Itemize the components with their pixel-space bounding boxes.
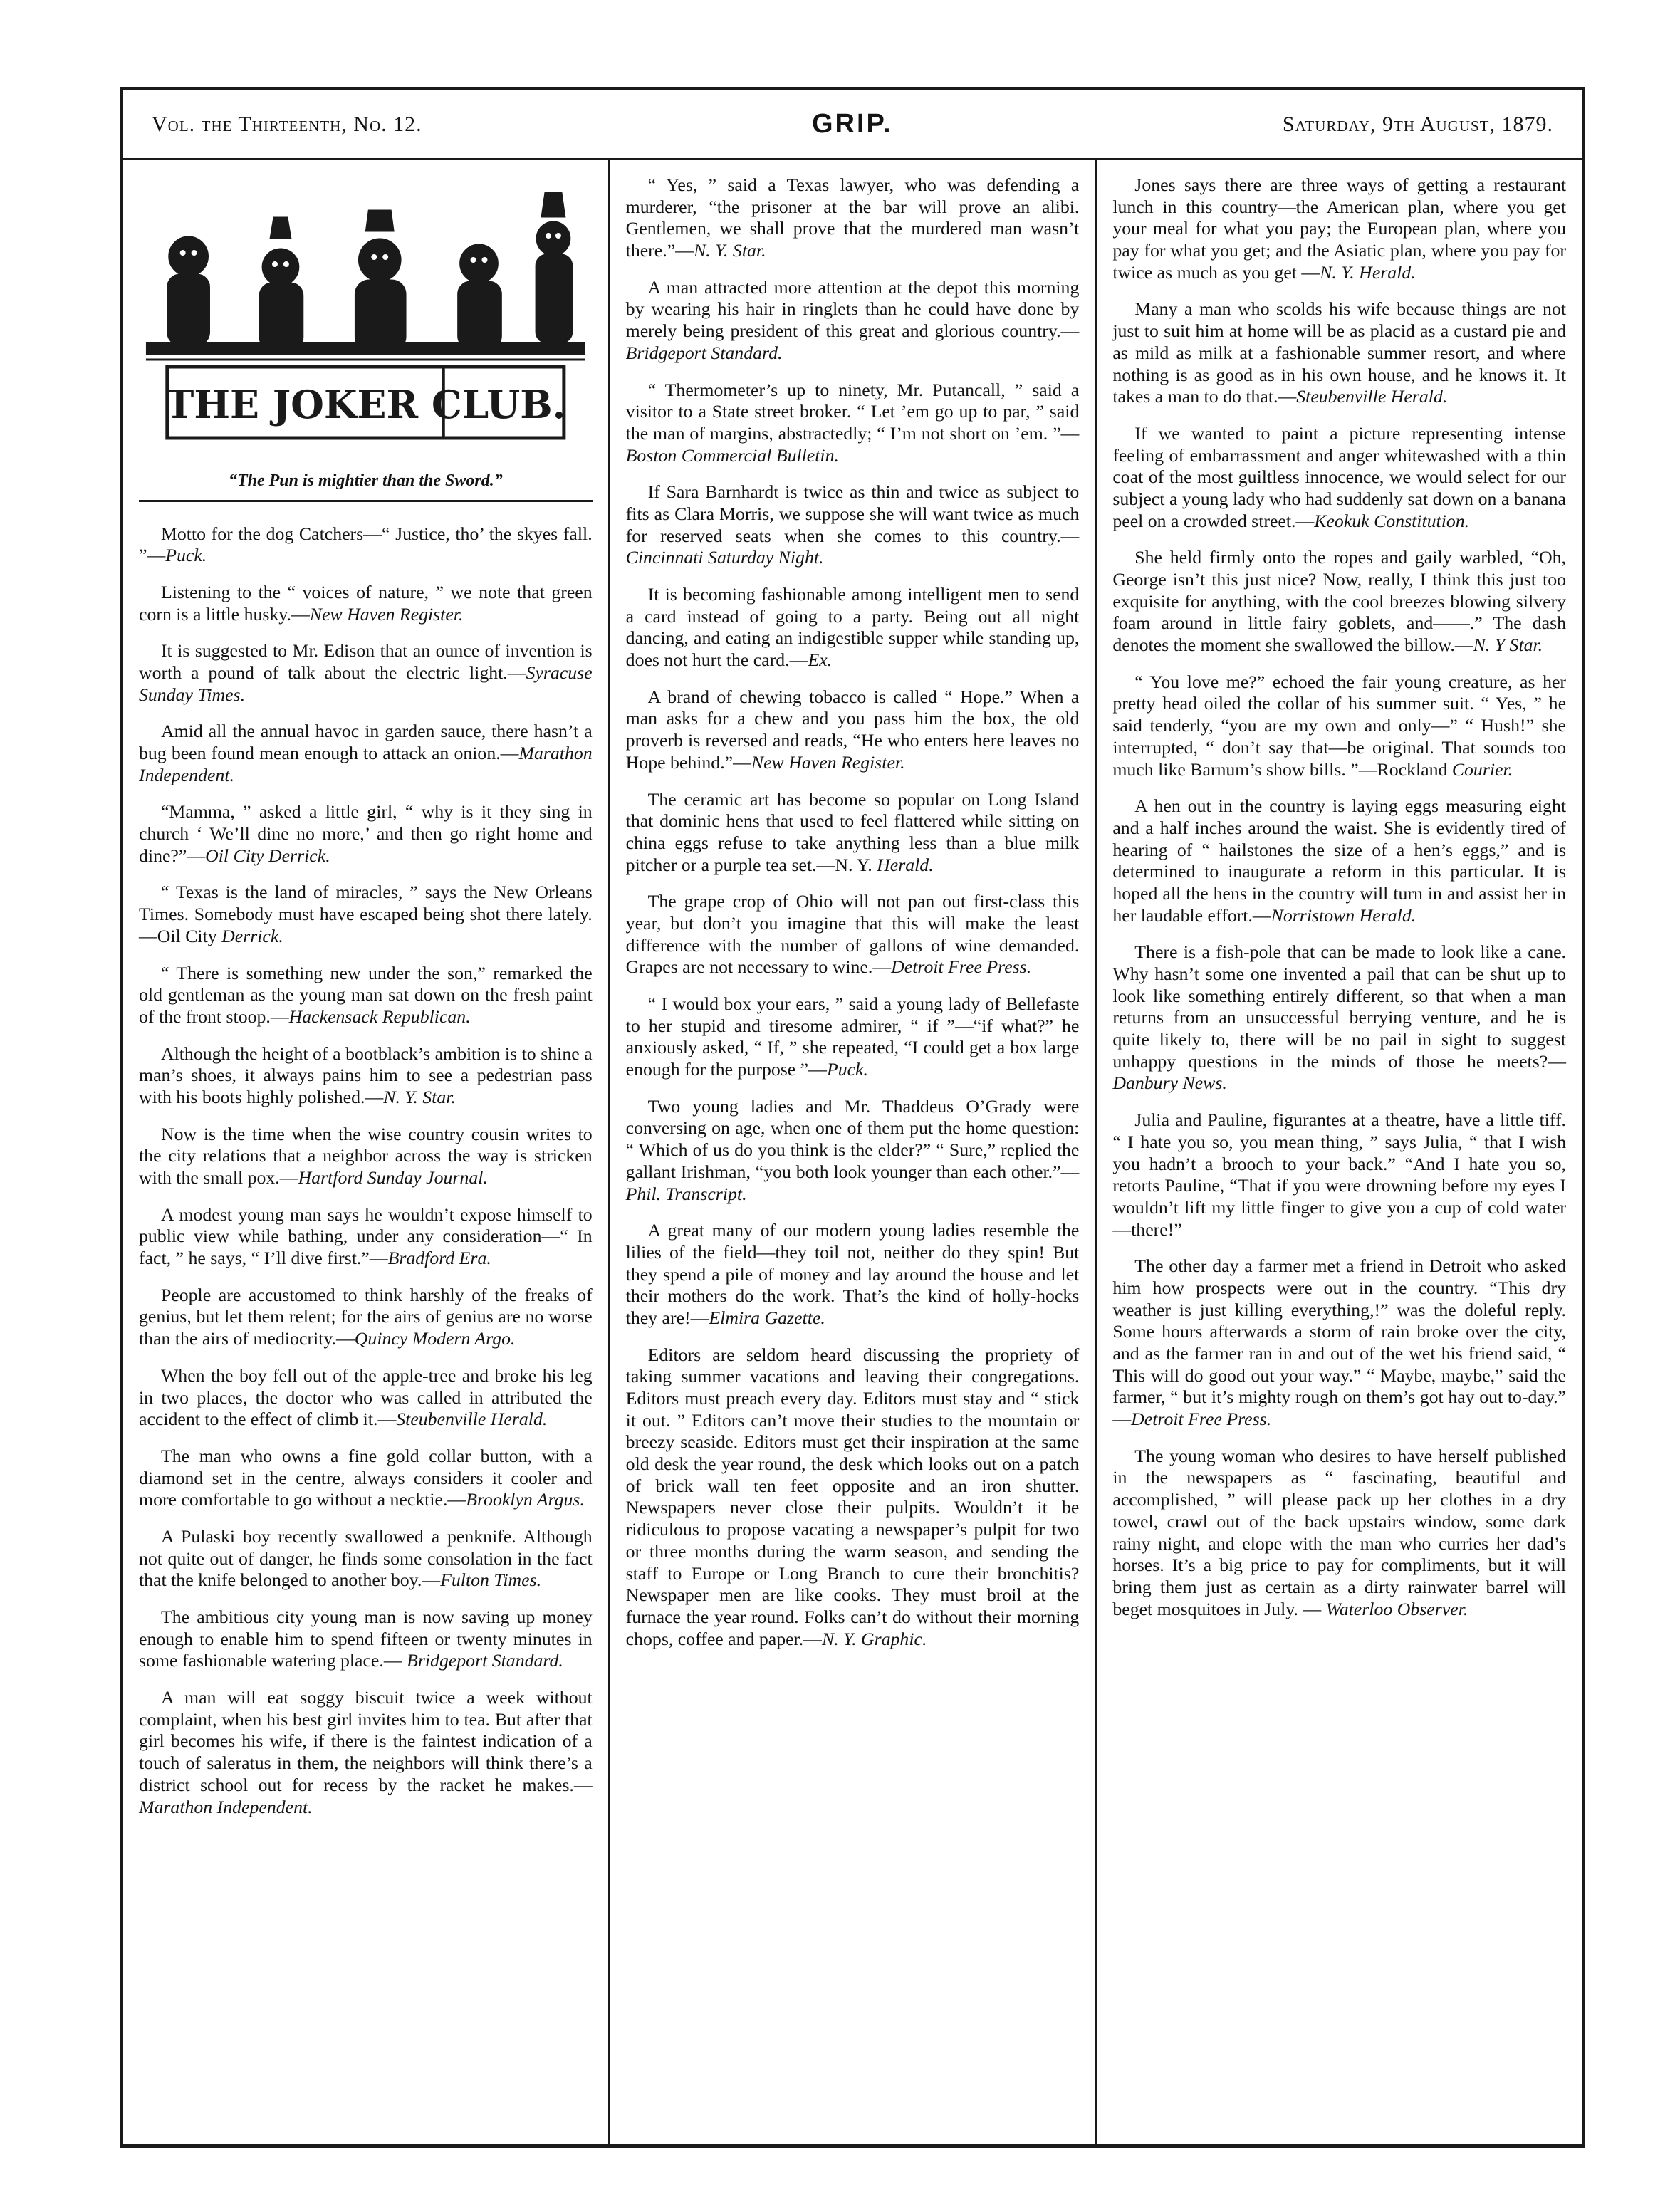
article-source: Bridgeport Standard.	[407, 1650, 563, 1671]
article-paragraph	[139, 1526, 593, 1592]
figure-1-head	[169, 236, 209, 276]
article-paragraph	[1112, 1446, 1566, 1621]
article-text: Two young ladies and Mr. Thaddeus O’Grady were conversing on age, when one of them put the home question: “ Which of us do you think is the elder?” “ Sure,” replied the gallant Irishman, “you both look younger than each other.”—	[625, 1095, 1080, 1182]
article-source: Syracuse Sunday Times.	[139, 662, 593, 705]
article-source: Oil City Derrick.	[205, 845, 330, 866]
article-paragraph	[626, 584, 1080, 672]
article-text: “ I would box your ears, ” said a young lady of Bellefaste to her stupid and tiresome admirer, “ if ”—“if what?” he anxiously asked, “ If, ” she repeated, “I could get a box large enough for the purpose ”—	[625, 993, 1080, 1080]
article-text: “ Texas is the land of miracles, ” says the New Orleans Times. Somebody must have escaped being shot there lately.—Oil City	[139, 882, 593, 946]
issue-date: Saturday, 9th August, 1879.	[1282, 112, 1553, 136]
article-source: N. Y. Star.	[383, 1086, 456, 1107]
article-source: Quincy Modern Argo.	[354, 1328, 516, 1349]
article-source: New Haven Register.	[751, 751, 905, 773]
article-text: “ You love me?” echoed the fair young creature, as her pretty head oiled the collar of his summer suit. “ Yes, ” he said tenderly, “you are my own and only—” “ Hush!” she interrupted, “ don’t say that—be original. That sounds too much like Barnum’s show bills. ”—Rockland	[1112, 671, 1567, 780]
article-source: N. Y. Graphic.	[821, 1628, 927, 1649]
article-text: If Sara Barnhardt is twice as thin and twice as subject to fits as Clara Morris, we suppose she will want twice as much for reserved seats when she comes to this country.—	[625, 481, 1080, 546]
article-paragraph	[139, 1204, 593, 1270]
article-source: N. Y. Star.	[693, 240, 766, 261]
article-text: A modest young man says he wouldn’t expose himself to public view while bathing, under any consideration—“ In fact, ” he says, “ I’ll dive first.”—	[139, 1203, 593, 1269]
article-text: The man who owns a fine gold collar button, with a diamond set in the centre, always considers it cooler and more comfortable to go without a necktie.—	[139, 1445, 593, 1510]
article-text: Now is the time when the wise country cousin writes to the city relations that a neighbor across the way is stricken with the small pox.—	[139, 1123, 593, 1189]
article-paragraph	[139, 882, 593, 947]
article-source: Norristown Herald.	[1271, 904, 1416, 926]
article-paragraph	[626, 174, 1080, 262]
article-paragraph	[139, 523, 593, 567]
article-source: New Haven Register.	[309, 603, 464, 625]
article-source: Detroit Free Press.	[891, 956, 1032, 978]
article-paragraph	[626, 789, 1080, 877]
banner-title: THE JOKER CLUB.	[165, 381, 566, 428]
article-source: Brooklyn Argus.	[466, 1489, 585, 1510]
article-text: Editors are seldom heard discussing the propriety of taking summer vacations and leaving their congregations. Editors must preach every day. Editors must stay and “ stick it out. ” Editors can’t move their studies to the mountain or breezy seaside. Editors must get their inspiration at the same old desk the year round, the desk which looks out on a patch of brick wall ten feet opposite and an iron shutter. Newspapers never close their pulpits. Wouldn’t it be ridiculous to propose vacating a newspaper’s pulpit for two or three months during the warm season, and sending the staff to Europe or Long Branch to cure their bronchitis? Newspaper men are like cooks. They must broil at the furnace the year round. Folks can’t do without their morning chops, coffee and paper.—	[625, 1344, 1080, 1649]
article-text: It is becoming fashionable among intelligent men to send a card instead of going to a party. Being out all night dancing, and eating an indigestible supper while standing up, does not hurt the card.—	[625, 584, 1080, 671]
article-text: The young woman who desires to have herself published in the newspapers as “ fascinating, beautiful and accomplished, ” will please pack up her clothes in a dry towel, crawl out of the back upstairs window, some dark rainy night, and elope with the man who curries her dad’s horses. It’s a big price to pay for compliments, but it will bring them just as certain as a dirty rainwater barrel will beget mosquitoes in July. —	[1112, 1445, 1567, 1619]
volume-info: Vol. the Thirteenth, No. 12.	[152, 112, 422, 136]
columns	[123, 160, 1582, 2144]
article-source: Danbury News.	[1112, 1072, 1227, 1094]
article-text: A man attracted more attention at the depot this morning by wearing his hair in ringlets than he could have done by merely being president of this great and glorious country.—	[625, 276, 1080, 342]
article-source: Steubenville Herald.	[1296, 386, 1448, 407]
article-paragraph	[626, 686, 1080, 774]
article-paragraph	[139, 1285, 593, 1350]
article-text: When the boy fell out of the apple-tree and broke his leg in two places, the doctor who was called in attributed the accident to the effect of climb it.—	[139, 1364, 593, 1430]
article-paragraph	[1112, 795, 1566, 926]
masthead	[123, 90, 1582, 160]
figure-5-head	[536, 221, 570, 256]
article-text: “Mamma, ” asked a little girl, “ why is it they sing in church ‘ We’ll dine no more,’ and then go right home and dine?”—	[139, 801, 593, 866]
article-source: Cincinnati Saturday Night.	[625, 547, 824, 568]
article-source: Detroit Free Press.	[1131, 1409, 1272, 1430]
article-source: Waterloo Observer.	[1325, 1598, 1468, 1619]
article-text: People are accustomed to think harshly of the freaks of genius, but let them relent; for the airs of genius are no worse than the airs of mediocrity.—	[139, 1284, 593, 1349]
article-source: Ex.	[808, 649, 833, 671]
article-paragraph	[626, 1096, 1080, 1205]
article-text: If we wanted to paint a picture representing intense feeling of embarrassment and anger whitewashed with a thin coat of the most guiltless innocence, we would select for our subject a young lady who had suddenly sat down on a banana peel on a crowded street.—	[1112, 422, 1567, 531]
article-text: The grape crop of Ohio will not pan out first-class this year, but don’t you imagine that this will make the least difference with the number of gallons of wine demanded. Grapes are not necessary to wine.—	[625, 891, 1080, 978]
article-text: Jones says there are three ways of getting a restaurant lunch in this country—the American plan, where you get your meal for what you pay; the European plan, where you pay for what you get; and the Asiatic plan, where you pay for twice as much as you get —	[1112, 174, 1567, 283]
article-text: A brand of chewing tobacco is called “ Hope.” When a man asks for a chew and you pass him the box, the old proverb is reversed and reads, “He who enters here leaves no Hope behind.”—	[625, 686, 1080, 773]
article-paragraph	[1112, 298, 1566, 407]
article-source: Keokuk Constitution.	[1314, 510, 1470, 531]
article-source: Puck.	[165, 545, 207, 566]
article-source: Phil. Transcript.	[625, 1183, 747, 1204]
article-paragraph	[626, 277, 1080, 365]
article-paragraph	[139, 801, 593, 867]
joker-club-illustration	[139, 189, 593, 452]
article-text: The ambitious city young man is now saving up money enough to enable him to spend fifteen or twenty minutes in some fashionable watering place.—	[139, 1607, 593, 1671]
article-paragraph	[139, 1124, 593, 1189]
article-paragraph	[1112, 174, 1566, 283]
article-paragraph	[626, 1220, 1080, 1329]
article-source: Steubenville Herald.	[396, 1409, 548, 1430]
article-source: Bradford Era.	[387, 1248, 491, 1269]
article-text: Julia and Pauline, figurantes at a theatre, have a little tiff. “ I hate you so, you mean thing, ” says Julia, “ that I wish you hadn’t a brooch to your back.” “And I hate you so, retorts Pauline, “That if you were drowning before my eyes I wouldn’t lift my little finger to give you a cup of cold water—there!”	[1112, 1109, 1567, 1240]
article-paragraph	[1112, 941, 1566, 1095]
article-source: Derrick.	[221, 925, 283, 946]
article-source: Herald.	[877, 854, 934, 875]
article-text: Motto for the dog Catchers—“ Justice, tho’ the skyes fall. ”—	[139, 523, 593, 566]
joker-club-banner	[139, 189, 593, 452]
article-source: Boston Commercial Bulletin.	[625, 444, 839, 466]
article-text: A Pulaski boy recently swallowed a penknife. Although not quite out of danger, he finds some consolation in the fact that the knife belonged to another boy.—	[139, 1525, 593, 1591]
publication-title: GRIP.	[811, 109, 893, 139]
article-text: It is suggested to Mr. Edison that an ounce of invention is worth a pound of talk about the electric light.—	[139, 640, 593, 683]
article-source: N. Y. Herald.	[1320, 261, 1416, 283]
article-text: The ceramic art has become so popular on Long Island that dominic hens that used to feel flattered while sitting on china eggs refuse to take anything less than a blue milk pitcher or a purple tea set.—N. Y.	[625, 788, 1080, 875]
article-source: Fulton Times.	[440, 1570, 542, 1591]
article-paragraph	[139, 1687, 593, 1818]
article-source: Bridgeport Standard.	[625, 342, 783, 363]
article-text: “ There is something new under the son,” remarked the old gentleman as the young man sat down on the fresh paint of the front stoop.—	[139, 962, 593, 1027]
article-paragraph	[1112, 1109, 1566, 1241]
column-3	[1095, 160, 1582, 2144]
article-source: N. Y Star.	[1473, 634, 1543, 656]
article-paragraph	[626, 1344, 1080, 1651]
article-text: The other day a farmer met a friend in Detroit who asked him how prospects were out in the country. “This dry weather is just killing everything,!” was the doleful reply. Some hours afterwards a storm of rain broke over the city, and as the farmer ran in and out of the wet his friend said, “ This will do good out your way.” “ Maybe, maybe,” said the farmer, “ but it’s mighty rough on them’s got hay out to-day.” —	[1112, 1255, 1567, 1430]
article-paragraph	[1112, 1255, 1566, 1431]
article-text: A hen out in the country is laying eggs measuring eight and a half inches around the waist. She is evidently tired of hearing of “ hailstones the size of a hen’s eggs,” and is determined to inaugurate a reform in this particular. It is hoped all the hens in the country will turn in and assist her in her laudable effort.—	[1112, 795, 1567, 926]
column-1	[123, 160, 608, 2144]
article-source: Marathon Independent.	[139, 743, 593, 785]
article-paragraph	[626, 481, 1080, 569]
article-paragraph	[139, 963, 593, 1028]
article-paragraph	[1112, 423, 1566, 532]
article-text: Although the height of a bootblack’s ambition is to shine a man’s shoes, it always pains him to see a pedestrian pass with his boots highly polished.—	[139, 1043, 593, 1107]
article-source: Elmira Gazette.	[709, 1307, 825, 1328]
banner-motto: “The Pun is mightier than the Sword.”	[139, 464, 593, 502]
article-source: Hackensack Republican.	[288, 1006, 471, 1027]
article-paragraph	[139, 1607, 593, 1672]
article-text: She held firmly onto the ropes and gaily warbled, “Oh, George isn’t this just nice? Now, really, I think this just too exquisite for anything, with the cool breezes blowing silvery foam around in little fairy goblets, and——.” The dash denotes the moment she swallowed the billow.—	[1112, 547, 1567, 656]
article-source: Hartford Sunday Journal.	[298, 1167, 488, 1189]
figure-4-head	[460, 244, 499, 283]
article-paragraph	[139, 1365, 593, 1431]
article-paragraph	[139, 582, 593, 625]
article-text: Amid all the annual havoc in garden sauce, there hasn’t a bug been found mean enough to attack an onion.—	[139, 721, 593, 764]
article-text: Many a man who scolds his wife because things are not just to suit him at home will be as placid as a custard pie and as mild as milk at a fashionable summer resort, and where nothing is as good as in his own house, and he knows it. It takes a man to do that.—	[1112, 298, 1567, 407]
article-text: “ Yes, ” said a Texas lawyer, who was defending a murderer, “the prisoner at the bar will prove an alibi. Gentlemen, we shall prove that the murdered man wasn’t there.”—	[625, 174, 1080, 261]
article-paragraph	[1112, 547, 1566, 656]
article-text: There is a fish-pole that can be made to look like a cane. Why hasn’t some one invented a pail that can be shut up to look like something entirely different, so that when a man returns from an unsuccessful berrying venture, and he is quite likely to, there will be no pail in sight to suggest unhappy questions in the minds of those he meets?—	[1112, 941, 1567, 1072]
article-paragraph	[139, 721, 593, 786]
article-text: “ Thermometer’s up to ninety, Mr. Putancall, ” said a visitor to a State street broker. “ Let ’em go up to par, ” said the man of margins, abstractedly; “ I’m not short on ’em. ”—	[625, 379, 1080, 444]
article-source: Puck.	[826, 1059, 868, 1080]
figure-2-head	[262, 249, 299, 286]
article-source: Marathon Independent.	[139, 1796, 313, 1817]
article-paragraph	[139, 1043, 593, 1109]
article-paragraph	[139, 640, 593, 706]
column-2	[608, 160, 1095, 2144]
article-text: A man will eat soggy biscuit twice a week without complaint, when his best girl invites him to tea. But after that girl becomes his wife, if there is the faintest indication of a touch of saleratus in them, the neighbors will think there’s a district school out for recess by the racket he makes.—	[139, 1687, 593, 1795]
article-text: A great many of our modern young ladies resemble the lilies of the field—they toil not, neither do they spin! But they spend a pile of money and lay around the house and let their mothers do the work. That’s the kind of holly-hocks they are!—	[625, 1220, 1080, 1328]
article-paragraph	[626, 891, 1080, 978]
article-source: Courier.	[1451, 758, 1513, 780]
figure-3-head	[358, 239, 401, 281]
article-text: Listening to the “ voices of nature, ” we note that green corn is a little husky.—	[139, 581, 593, 625]
article-paragraph	[626, 993, 1080, 1081]
page-frame	[120, 87, 1585, 2148]
article-paragraph	[626, 380, 1080, 467]
article-paragraph	[1112, 672, 1566, 780]
article-paragraph	[139, 1446, 593, 1511]
